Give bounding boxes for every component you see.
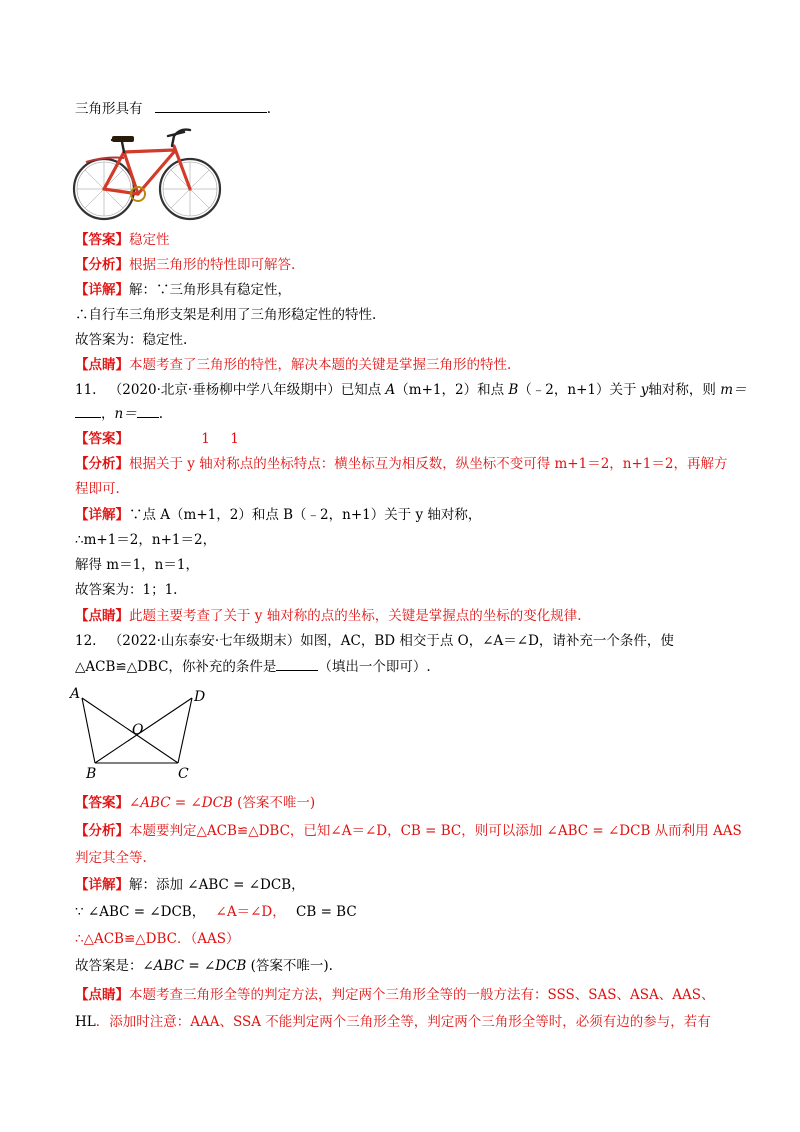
analysis-12: 【分析】本题要判定△ACB≌△DBC，已知∠A＝∠D，CB = BC，则可以添加 ∠ABC = ∠DCB 从而利用 AAS bbox=[75, 823, 742, 839]
answer-blank bbox=[276, 670, 318, 671]
final-10: 故答案为：稳定性. bbox=[75, 332, 188, 348]
answer-11: 【答案】 1 1 bbox=[75, 431, 239, 447]
detail-12-line2: ∵ ∠ABC = ∠DCB， ∠A＝∠D， CB = BC bbox=[75, 904, 357, 920]
question-12-line2: △ACB≌△DBC，你补充的条件是 （填出一个即可）. bbox=[75, 659, 431, 675]
label-d: D bbox=[194, 689, 206, 705]
segment-db bbox=[95, 698, 192, 763]
detail-12-line3: ∴△ACB≌△DBC．（AAS） bbox=[75, 931, 240, 947]
analysis-12-line2: 判定其全等. bbox=[75, 850, 147, 866]
question-11: 11. （2020·北京·垂杨柳中学八年级期中）已知点 A（m+1，2）和点 B（﹣2，n+1）关于 y轴对称，则 m＝ bbox=[75, 382, 747, 398]
detail-10-line2: ∴自行车三角形支架是利用了三角形稳定性的特性. bbox=[75, 307, 377, 323]
label-o: O bbox=[132, 722, 144, 738]
detail-11-line2: ∴m+1＝2，n+1＝2， bbox=[75, 532, 217, 548]
segment-ac bbox=[82, 698, 178, 763]
analysis-11: 【分析】根据关于 y 轴对称点的坐标特点：横坐标互为相反数，纵坐标不变可得 m+1＝2，n+1＝2，再解方 bbox=[75, 456, 728, 472]
detail-11: 【详解】∵点 A（m+1，2）和点 B（﹣2，n+1）关于 y 轴对称， bbox=[75, 507, 482, 523]
question-10-tail: 三角形具有 . bbox=[75, 101, 272, 117]
final-11: 故答案为：1；1. bbox=[75, 582, 178, 598]
answer-10: 【答案】稳定性 bbox=[75, 232, 170, 248]
comment-11: 【点睛】此题主要考查了关于 y 轴对称的点的坐标，关键是掌握点的坐标的变化规律. bbox=[75, 608, 582, 624]
final-12: 故答案是：∠ABC = ∠DCB (答案不唯一). bbox=[75, 958, 333, 974]
detail-10: 【详解】解：∵三角形具有稳定性， bbox=[75, 282, 291, 298]
answer-12: 【答案】∠ABC = ∠DCB (答案不唯一) bbox=[75, 795, 316, 811]
comment-12: 【点睛】本题考查三角形全等的判定方法，判定两个三角形全等的一般方法有：SSS、SAS、ASA、AAS、 bbox=[75, 987, 715, 1003]
label-b: B bbox=[86, 766, 97, 782]
answer-blank bbox=[155, 112, 267, 113]
analysis-10: 【分析】根据三角形的特性即可解答. bbox=[75, 257, 296, 273]
segment-dc bbox=[178, 698, 192, 763]
label-a: A bbox=[70, 686, 81, 702]
analysis-11-line2: 程即可. bbox=[75, 481, 120, 497]
question-12: 12. （2022·山东泰安·七年级期末）如图，AC，BD 相交于点 O，∠A＝∠D，请补充一个条件，使 bbox=[75, 633, 674, 649]
detail-12: 【详解】解：添加 ∠ABC = ∠DCB， bbox=[75, 877, 305, 893]
detail-11-line3: 解得 m＝1，n＝1， bbox=[75, 557, 199, 573]
segment-ab bbox=[82, 698, 95, 763]
question-10-text: 三角形具有 bbox=[75, 101, 143, 117]
label-c: C bbox=[178, 766, 189, 782]
crossing-triangles-figure bbox=[68, 684, 218, 784]
comment-10: 【点睛】本题考查了三角形的特性，解决本题的关键是掌握三角形的特性. bbox=[75, 357, 512, 373]
comment-12-line2: HL．添加时注意：AAA、SSA 不能判定两个三角形全等，判定两个三角形全等时，必须有边的参与，若有 bbox=[75, 1014, 711, 1030]
answer-blank-m bbox=[75, 417, 101, 418]
answer-blank-n bbox=[137, 417, 159, 418]
bicycle-illustration bbox=[72, 122, 224, 226]
question-11-line2: ，n＝ . bbox=[75, 405, 163, 423]
